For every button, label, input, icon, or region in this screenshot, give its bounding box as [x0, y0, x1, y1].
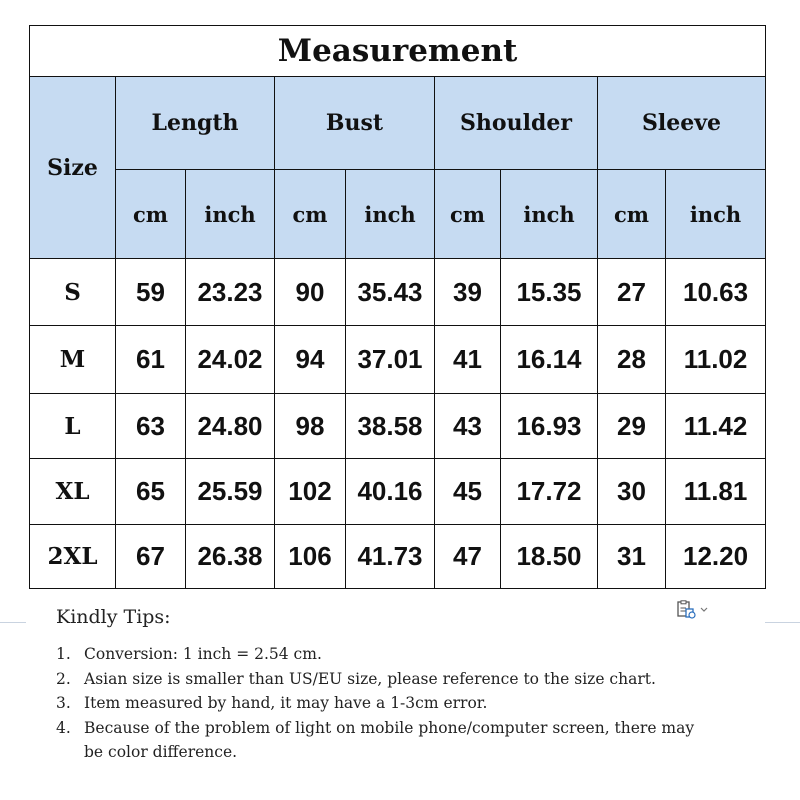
- table-cell: 11.81: [666, 459, 766, 525]
- list-item: [56, 642, 716, 667]
- list-item: [56, 667, 716, 692]
- table-cell: 27: [598, 259, 666, 326]
- table-cell: 47: [435, 525, 501, 589]
- unit-header: cm: [116, 170, 186, 259]
- list-text: Item measured by hand, it may have a 1-3cm error.: [84, 694, 488, 712]
- table-cell: 11.02: [666, 326, 766, 394]
- table-cell: 16.14: [501, 326, 598, 394]
- table-cell: 31: [598, 525, 666, 589]
- table-cell: 106: [275, 525, 346, 589]
- table-cell: 10.63: [666, 259, 766, 326]
- header-length: Length: [116, 77, 275, 170]
- header-bust: Bust: [275, 77, 435, 170]
- table-cell: 37.01: [346, 326, 435, 394]
- table-cell: 94: [275, 326, 346, 394]
- unit-header: inch: [346, 170, 435, 259]
- list-text: Because of the problem of light on mobile phone/computer screen, there may be color difference.: [84, 718, 695, 761]
- table-cell: 39: [435, 259, 501, 326]
- size-label: S: [30, 259, 116, 326]
- table-cell: 24.02: [186, 326, 275, 394]
- measurement-table: [29, 25, 766, 589]
- unit-header: inch: [666, 170, 766, 259]
- table-cell: 12.20: [666, 525, 766, 589]
- table-cell: 38.58: [346, 394, 435, 459]
- list-number: 1.: [56, 645, 71, 663]
- unit-header: cm: [435, 170, 501, 259]
- table-title: Measurement: [30, 26, 766, 77]
- list-number: 4.: [56, 718, 71, 737]
- unit-header: inch: [501, 170, 598, 259]
- table-cell: 98: [275, 394, 346, 459]
- table-cell: 18.50: [501, 525, 598, 589]
- size-label: M: [30, 326, 116, 394]
- size-label: 2XL: [30, 525, 116, 589]
- tips-list: [56, 642, 716, 765]
- table-cell: 29: [598, 394, 666, 459]
- table-row: [30, 459, 766, 525]
- table-row: [30, 326, 766, 394]
- table-cell: 16.93: [501, 394, 598, 459]
- unit-header: cm: [275, 170, 346, 259]
- table-row: [30, 525, 766, 589]
- table-cell: 102: [275, 459, 346, 525]
- measurement-table-container: [29, 25, 765, 589]
- size-header: Size: [30, 77, 116, 259]
- kindly-tips: [56, 606, 716, 765]
- table-cell: 24.80: [186, 394, 275, 459]
- unit-header: inch: [186, 170, 275, 259]
- list-text: Asian size is smaller than US/EU size, please reference to the size chart.: [84, 669, 656, 688]
- table-cell: 41: [435, 326, 501, 394]
- table-cell: 15.35: [501, 259, 598, 326]
- list-text: Conversion: 1 inch = 2.54 cm.: [84, 645, 322, 663]
- table-cell: 23.23: [186, 259, 275, 326]
- table-cell: 17.72: [501, 459, 598, 525]
- table-cell: 25.59: [186, 459, 275, 525]
- table-cell: 63: [116, 394, 186, 459]
- tips-title: Kindly Tips:: [56, 606, 171, 628]
- table-cell: 67: [116, 525, 186, 589]
- size-label: L: [30, 394, 116, 459]
- unit-header: cm: [598, 170, 666, 259]
- table-cell: 59: [116, 259, 186, 326]
- table-cell: 30: [598, 459, 666, 525]
- list-item: [56, 691, 716, 716]
- header-shoulder: Shoulder: [435, 77, 598, 170]
- list-number: 3.: [56, 694, 71, 712]
- list-number: 2.: [56, 669, 71, 688]
- table-cell: 35.43: [346, 259, 435, 326]
- table-cell: 43: [435, 394, 501, 459]
- list-item: [56, 716, 716, 765]
- table-cell: 65: [116, 459, 186, 525]
- table-cell: 26.38: [186, 525, 275, 589]
- size-label: XL: [30, 459, 116, 525]
- table-cell: 45: [435, 459, 501, 525]
- table-row: [30, 259, 766, 326]
- divider-line: [765, 622, 800, 623]
- header-sleeve: Sleeve: [598, 77, 766, 170]
- table-cell: 28: [598, 326, 666, 394]
- table-cell: 61: [116, 326, 186, 394]
- table-cell: 11.42: [666, 394, 766, 459]
- table-cell: 40.16: [346, 459, 435, 525]
- table-cell: 41.73: [346, 525, 435, 589]
- divider-line: [0, 622, 26, 623]
- table-row: [30, 394, 766, 459]
- table-cell: 90: [275, 259, 346, 326]
